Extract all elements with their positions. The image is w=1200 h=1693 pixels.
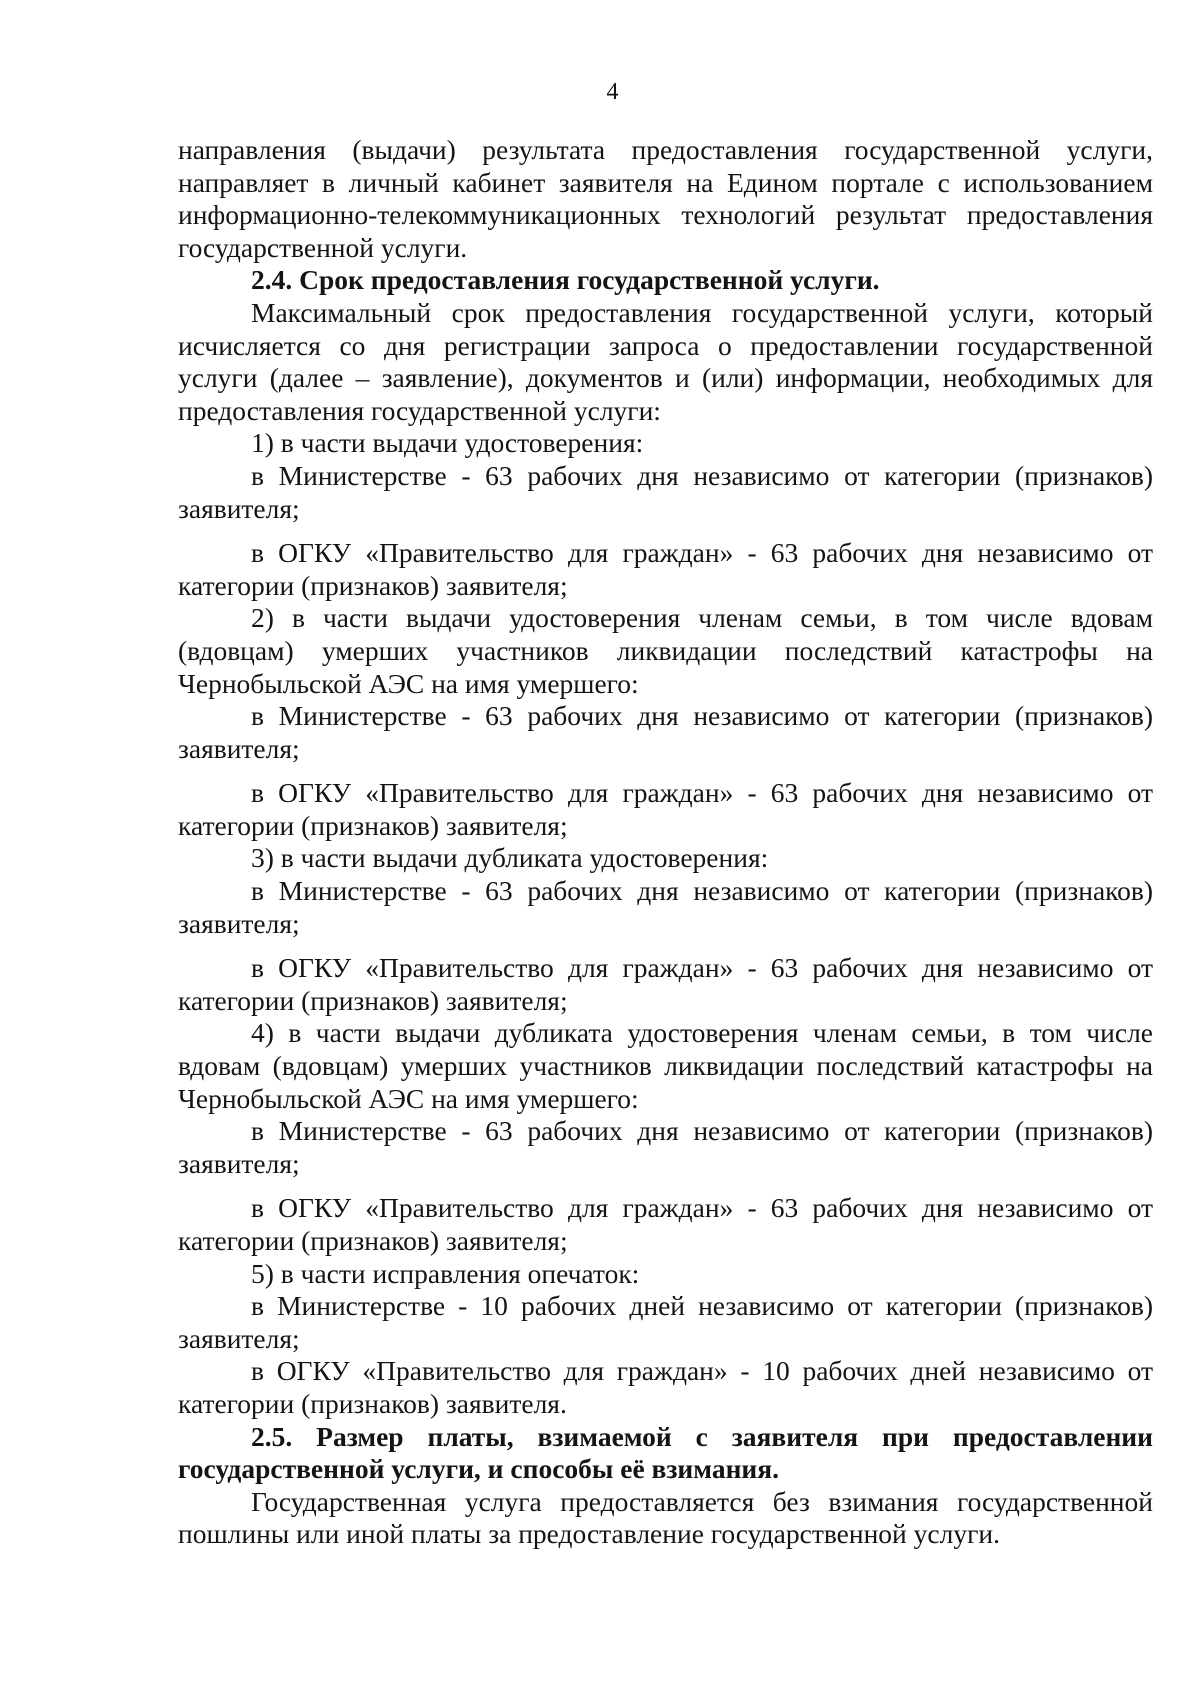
paragraph: Максимальный срок предоставления государственной услуги, который исчисляется со дня регистрации запроса о предоставлении государственной услуги (далее – заявление), документов и (или) информации, необходимых для предоставления государственной услуги: [178, 296, 1153, 426]
list-item-2: 2) в части выдачи удостоверения членам семьи, в том числе вдовам (вдовцам) умерших участников ликвидации последствий катастрофы на Чернобыльской АЭС на имя умершего: [178, 602, 1153, 699]
page-number: 4 [606, 79, 619, 105]
paragraph: направления (выдачи) результата предоставления государственной услуги, направляет в личный кабинет заявителя на Едином портале с использованием информационно-телекоммуникационных технологий результат предоставления государственной услуги. [178, 134, 1153, 263]
document-body [178, 134, 1153, 1551]
section-heading-2-4: 2.4. Срок предоставления государственной услуги. [251, 264, 880, 296]
section-heading-2-5: 2.5. Размер платы, взимаемой с заявителя при предоставлении государственной услуги, и способы её взимания. [178, 1420, 1153, 1485]
list-item-1: 1) в части выдачи удостоверения: [251, 427, 644, 459]
paragraph: в ОГКУ «Правительство для граждан» - 10 рабочих дней независимо от категории (признаков) заявителя. [178, 1355, 1153, 1419]
paragraph: в Министерстве - 63 рабочих дня независимо от категории (признаков) заявителя; [178, 459, 1153, 524]
paragraph: Государственная услуга предоставляется без взимания государственной пошлины или иной платы за предоставление государственной услуги. [178, 1485, 1153, 1550]
paragraph: в ОГКУ «Правительство для граждан» - 63 рабочих дня независимо от категории (признаков) заявителя; [178, 1192, 1153, 1256]
paragraph: в ОГКУ «Правительство для граждан» - 63 рабочих дня независимо от категории (признаков) заявителя; [178, 777, 1153, 841]
paragraph: в ОГКУ «Правительство для граждан» - 63 рабочих дня независимо от категории (признаков) заявителя; [178, 952, 1153, 1016]
paragraph: в Министерстве - 10 рабочих дней независимо от категории (признаков) заявителя; [178, 1290, 1153, 1354]
list-item-3: 3) в части выдачи дубликата удостоверения: [251, 842, 769, 874]
paragraph: в ОГКУ «Правительство для граждан» - 63 рабочих дня независимо от категории (признаков) заявителя; [178, 537, 1153, 601]
paragraph: в Министерстве - 63 рабочих дня независимо от категории (признаков) заявителя; [178, 1115, 1153, 1179]
paragraph: в Министерстве - 63 рабочих дня независимо от категории (признаков) заявителя; [178, 700, 1153, 764]
paragraph: в Министерстве - 63 рабочих дня независимо от категории (признаков) заявителя; [178, 875, 1153, 939]
list-item-5: 5) в части исправления опечаток: [251, 1257, 640, 1289]
list-item-4: 4) в части выдачи дубликата удостоверения членам семьи, в том числе вдовам (вдовцам) умерших участников ликвидации последствий катастрофы на Чернобыльской АЭС на имя умершего: [178, 1017, 1153, 1114]
